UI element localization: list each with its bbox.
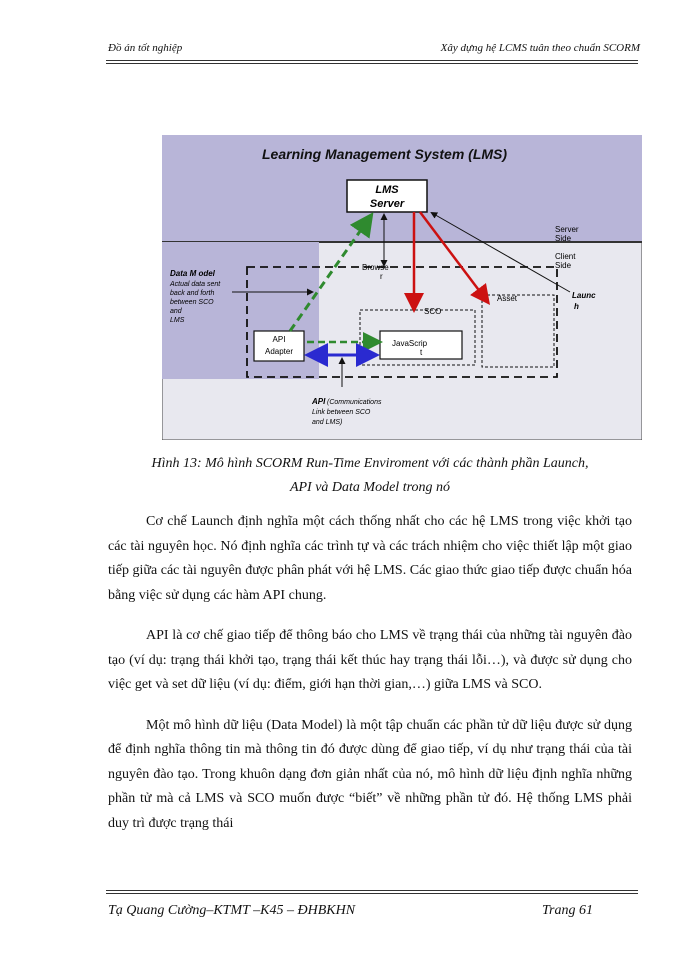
browser-label-2: r — [380, 272, 383, 281]
data-model-desc-5: LMS — [170, 317, 185, 324]
sco-label: SCO — [424, 307, 442, 316]
launch-label-1: Launc — [572, 291, 596, 300]
lms-title: Learning Management System (LMS) — [262, 146, 508, 162]
header-left: Đồ án tốt nghiệp — [108, 42, 183, 54]
data-model-desc-3: between SCO — [170, 299, 214, 306]
api-adapter-label-1: API — [272, 335, 286, 344]
api-desc-3: and LMS) — [312, 419, 343, 426]
server-side-label-2: Side — [555, 234, 572, 243]
javascript-label-2: t — [420, 348, 423, 357]
lms-server-label-1: LMS — [375, 184, 399, 196]
header-rule — [106, 60, 638, 64]
server-side-label-1: Server — [555, 225, 579, 234]
launch-label-2: h — [574, 302, 579, 311]
data-model-desc-2: back and forth — [170, 290, 215, 297]
api-adapter-label-2: Adapter — [264, 347, 294, 356]
page-number: Trang 61 — [542, 903, 593, 918]
api-title: API — [312, 397, 326, 406]
asset-label: Asset — [497, 294, 518, 303]
paragraph-api: API là cơ chế giao tiếp để thông báo cho LMS về trạng thái của những tài nguyên đào tạo (ví dụ: trạng thái khởi tạo, trạng thái kết thúc hay trạng thái lỗi…), và được sử dụng cho việc get và set dữ liệu (ví dụ: điểm, giới hạn thời gian,…) giữa LMS và SCO. — [108, 628, 632, 692]
api-desc-2: Link between SCO — [312, 409, 371, 416]
client-side-label-2: Side — [555, 261, 572, 270]
data-model-desc-1: Actual data sent — [170, 281, 221, 288]
data-model-desc-4: and — [170, 308, 182, 315]
data-model-title: Data M odel — [170, 269, 215, 278]
caption-line-1: Hình 13: Mô hình SCORM Run-Time Enviroment với các thành phần Launch, — [151, 456, 589, 471]
client-side-label-1: Client — [555, 252, 576, 261]
api-desc-1: (Communications — [327, 399, 382, 406]
scorm-runtime-figure — [162, 135, 642, 440]
paragraph-data-model: Một mô hình dữ liệu (Data Model) là một tập chuẩn các phần tử dữ liệu được sử dụng để định nghĩa thông tin mà thông tin đó được dùng để giao tiếp, ví dụ như trạng thái của tài nguyên đào tạo. Trong khuôn dạng đơn giản nhất của nó, mô hình dữ liệu định nghĩa những phần tử mà cả LMS và SCO muốn được “biết” về những phần tử đó. Hệ thống LMS phải duy trì được trạng thái — [108, 717, 632, 831]
body-text — [108, 510, 632, 852]
paragraph-launch: Cơ chế Launch định nghĩa một cách thống nhất cho các hệ LMS trong việc khởi tạo các tài nguyên học. Nó định nghĩa các trình tự và các trách nhiệm cho việc thiết lập một giao tiếp giữa các tài nguyên được phân phát với hệ LMS. Các giao thức giao tiếp được chuẩn hóa bằng việc sử dụng các hàm API chung. — [108, 514, 632, 603]
footer-left: Tạ Quang Cường–KTMT –K45 – ĐHBKHN — [108, 903, 356, 918]
figure-svg — [162, 135, 642, 440]
header-right: Xây dựng hệ LCMS tuân theo chuẩn SCORM — [440, 42, 640, 54]
figure-caption — [100, 452, 640, 500]
browser-label-1: Browse — [362, 263, 389, 272]
caption-line-2: API và Data Model trong nó — [289, 480, 451, 495]
lms-server-label-2: Server — [369, 198, 405, 210]
footer-rule — [106, 890, 638, 894]
javascript-label-1: JavaScrip — [392, 339, 428, 348]
